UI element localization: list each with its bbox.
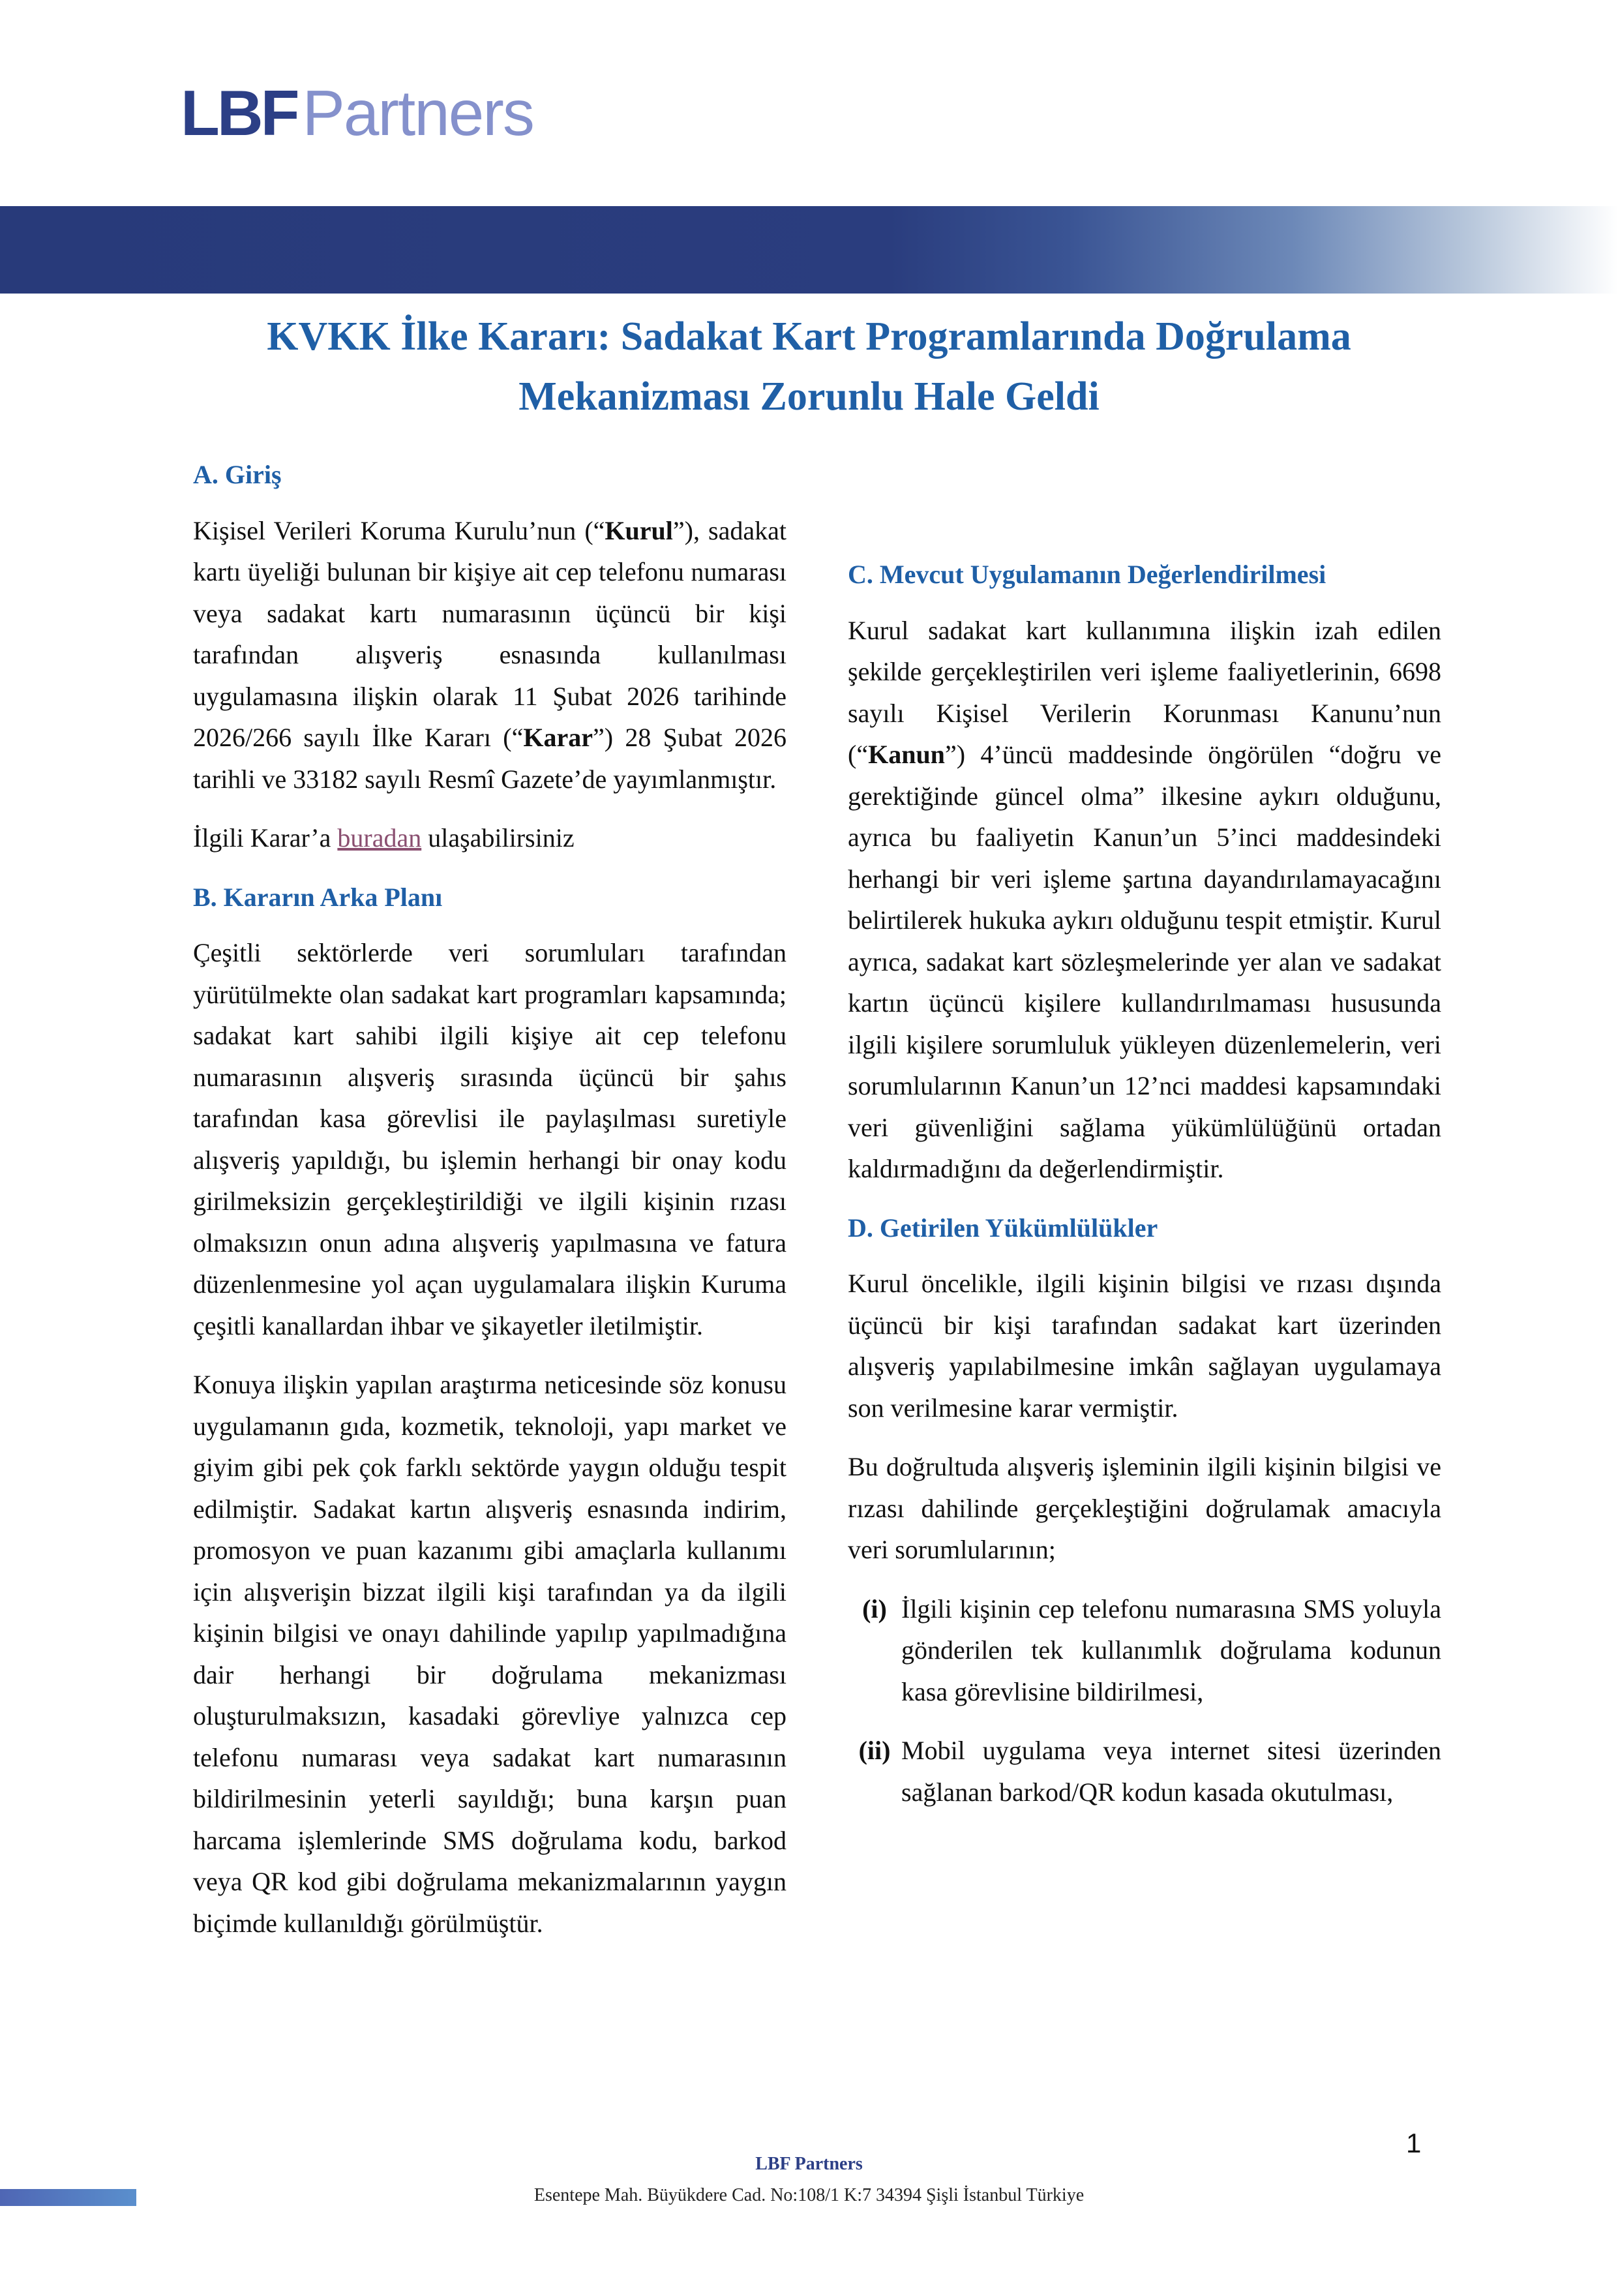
text-run: ulaşabilirsiniz [421,823,575,853]
section-c-heading: C. Mevcut Uygulamanın Değerlendirilmesi [848,560,1326,589]
text-run: Kişisel Verileri Koruma Kurulu’nun (“ [193,515,605,545]
obligation-item [848,1588,1441,1713]
header-gradient-banner [0,206,1618,294]
section-b-paragraph-2: Konuya ilişkin yapılan araştırma neticesinde söz konusu uygulamanın gıda, kozmetik, teknoloji, yapı market ve giyim gibi pek çok farklı sektörde yaygın olduğu tespit edilmiştir. Sadakat kartın alışveriş esnasında indirim, promosyon ve puan kazanımı gibi amaçlarla kullanımı için alışverişin bizzat ilgili kişi tarafından ya da ilgili kişinin bilgisi ve onayı dahilinde yapılıp yapılmadığına dair herhangi bir doğrulama mekanizması oluşturulmaksızın, kasadaki görevliye yalnızca cep telefonu numarası veya sadakat kart numarasının bildirilmesinin yeterli sayıldığı; buna karşın puan harcama işlemlerinde SMS doğrulama kodu, barkod veya QR kod gibi doğrulama mekanizmalarının yaygın biçimde kullanıldığı görülmüştür. [193,1370,787,1938]
lbf-partners-logo [181,77,533,149]
section-a-heading: A. Giriş [193,460,282,489]
right-column-content [848,536,1441,1830]
footer-address: Esentepe Mah. Büyükdere Cad. No:108/1 K:7 34394 Şişli İstanbul Türkiye [533,2185,1085,2205]
section-a-paragraph-2 [193,817,787,859]
list-marker: (i) [862,1594,887,1624]
document-title [163,307,1455,427]
obligation-item [848,1730,1441,1813]
text-run: Kurul sadakat kart kullanımına ilişkin izah edilen şekilde gerçekleştirilen veri işleme faaliyetlerinin, 6698 sayılı Kişisel Verilerin Korunması Kanunu’nun (“ [848,615,1441,769]
title-line-1: KVKK İlke Kararı: Sadakat Kart Programlarında Doğrulama [267,314,1351,359]
section-b-paragraph-1: Çeşitli sektörlerde veri sorumluları tarafından yürütülmekte olan sadakat kart programları kapsamında; sadakat kart sahibi ilgili kişiye ait cep telefonu numarasının alışveriş sırasında üçüncü bir şahıs tarafından kasa görevlisi ile paylaşılması suretiyle alışveriş yapıldığı, bu işlemin herhangi bir onay kodu girilmeksizin gerçekleştirildiği ve ilgili kişinin rızası olmaksızın onun adına alışveriş yapılmasına ve fatura düzenlenmesine yol açan uygulamalara ilişkin Kuruma çeşitli kanallardan ihbar ve şikayetler iletilmiştir. [193,938,787,1340]
logo-text-light: Partners [302,77,533,149]
list-marker: (ii) [858,1736,891,1765]
page-number: 1 [1406,2128,1422,2158]
text-run: ”), sadakat kartı üyeliği bulunan bir kişiye ait cep telefonu numarası veya sadakat kartı numarasının üçüncü bir kişi tarafından alışveriş esnasında kullanılması uygulamasına ilişkin olarak 11 Şubat 2026 tarihinde 2026/266 sayılı İlke Kararı (“ [193,515,787,752]
left-column [193,454,787,1961]
section-b-heading: B. Kararın Arka Planı [193,882,443,912]
section-d-paragraph-2: Bu doğrultuda alışveriş işleminin ilgili kişinin bilgisi ve rızası dahilinde gerçekleştiğini doğrulamak amacıyla veri sorumlularının; [848,1452,1441,1564]
term-kanun: Kanun [868,740,945,769]
list-item-text: İlgili kişinin cep telefonu numarasına SMS yoluyla gönderilen tek kullanımlık doğrulama kodunun kasa görevlisine bildirilmesi, [901,1594,1441,1706]
section-c-paragraph-1 [848,610,1441,1190]
text-run: ”) 28 Şubat 2026 tarihli ve 33182 sayılı Resmî Gazete’de yayımlanmıştır. [193,723,787,794]
text-run: ”) 4’üncü maddesinde öngörülen “doğru ve gerektiğinde güncel olma” ilkesine aykırı olduğunu, ayrıca bu faaliyetin Kanun’un 5’inci maddesindeki herhangi bir veri işleme şartına dayandırılamayacağını belirtilerek hukuka aykırı olduğunu tespit etmiştir. Kurul ayrıca, sadakat kart sözleşmelerinde yer alan ve sadakat kartın üçüncü kişilere kullandırılmaması hususunda ilgili kişilere sorumluluk yükleyen düzenlemelerin, veri sorumlularının Kanun’un 12’nci maddesi kapsamındaki veri güvenliğini sağlama yükümlülüğünü ortadan kaldırmadığını da değerlendirmiştir. [848,740,1441,1183]
section-d-heading: D. Getirilen Yükümlülükler [848,1213,1158,1243]
footer-brand: LBF Partners [755,2154,863,2174]
list-item-text: Mobil uygulama veya internet sitesi üzerinden sağlanan barkod/QR kodun kasada okutulması, [901,1736,1441,1807]
text-run: İlgili Karar’a [193,823,338,853]
section-a-paragraph-1 [193,510,787,800]
term-karar: Karar [523,723,593,752]
section-d-paragraph-1: Kurul öncelikle, ilgili kişinin bilgisi ve rızası dışında üçüncü bir kişi tarafından sadakat kart üzerinden alışveriş yapılabilmesine imkân sağlayan uygulamaya son verilmesine karar vermiştir. [848,1269,1441,1423]
title-line-2: Mekanizması Zorunlu Hale Geldi [518,374,1100,419]
decision-link[interactable]: buradan [337,823,422,853]
term-kurul: Kurul [605,515,673,545]
logo-text-bold: LBF [181,77,297,149]
